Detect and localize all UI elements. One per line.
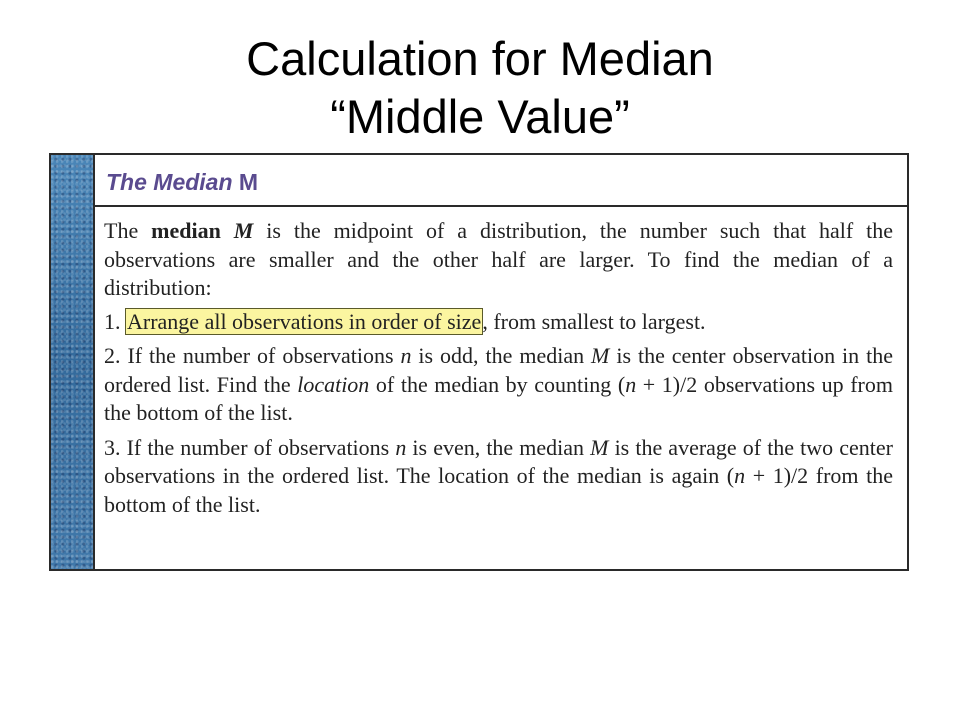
step-number: 1.	[104, 308, 126, 334]
step-3	[104, 434, 893, 520]
definition-heading	[106, 169, 258, 196]
side-stripe	[51, 155, 95, 569]
variable-n: n	[734, 463, 746, 488]
variable-n: n	[395, 434, 407, 460]
step-text: is the average of the two center observations in the ordered list. The location of the median is again (	[104, 434, 893, 488]
definition-header	[95, 155, 907, 207]
step-text: is even, the median	[406, 434, 591, 460]
heading-letter: M	[238, 169, 259, 195]
step-text: is odd, the median	[411, 343, 592, 368]
definition-body	[95, 207, 907, 569]
slide-title-line1: Calculation for Median	[246, 32, 714, 85]
variable-n: n	[400, 343, 412, 368]
step-text: , from smallest to largest.	[482, 308, 706, 334]
step-text: 3. If the number of observations	[104, 434, 396, 460]
intro-paragraph	[104, 217, 893, 303]
slide-title	[0, 30, 960, 146]
variable-m: M	[591, 343, 610, 368]
median-symbol: M	[233, 218, 254, 243]
highlighted-text: Arrange all observations in order of size	[127, 308, 482, 334]
step-1	[104, 308, 893, 337]
variable-n: n	[625, 371, 637, 397]
intro-text: The	[104, 218, 152, 243]
intro-text	[221, 218, 234, 243]
step-text: is the center observation in the ordered list. Find the	[104, 343, 893, 397]
location-term: location	[297, 371, 370, 397]
variable-m: M	[590, 434, 609, 460]
step-2	[104, 342, 893, 428]
median-term: median	[151, 218, 221, 243]
slide-title-line2: “Middle Value”	[330, 90, 630, 143]
step-text: + 1)/2 observations up from the bottom of the list.	[104, 371, 893, 425]
heading-italic-text: The Median	[106, 169, 233, 195]
intro-text: is the midpoint of a distribution, the number such that half the observations are smaller and the other half are larger. To find the median of a distribution:	[104, 218, 894, 300]
step-text: of the median by counting (	[369, 371, 626, 397]
definition-box	[49, 153, 909, 571]
step-text: 2. If the number of observations	[104, 343, 401, 368]
step-text: + 1)/2 from the bottom of the list.	[104, 463, 893, 517]
